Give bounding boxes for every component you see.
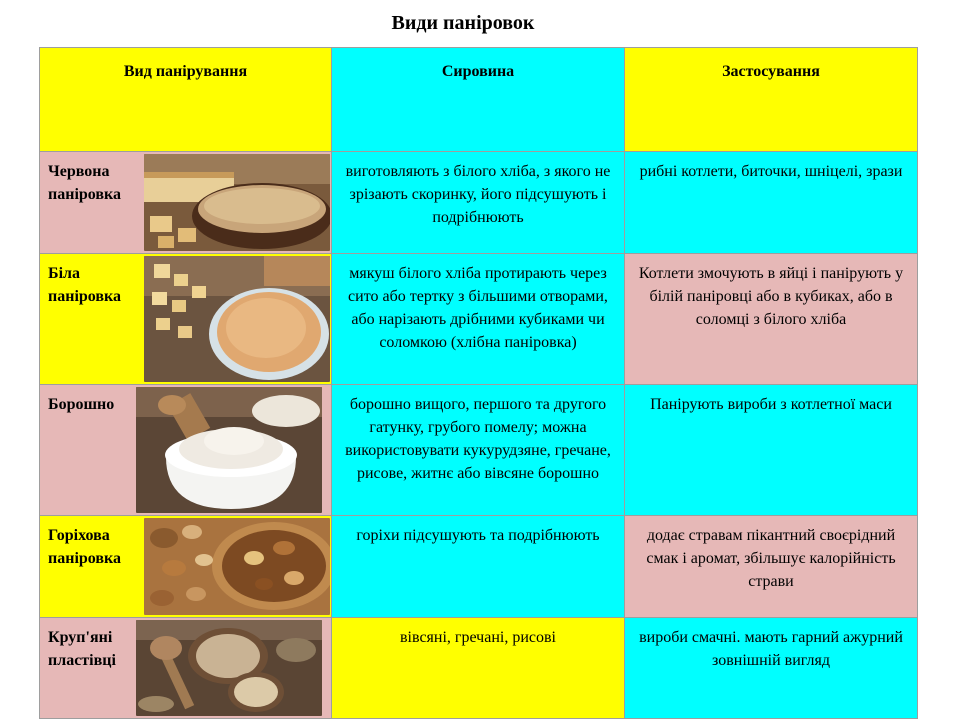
raw-text: виготовляють з білого хліба, з якого не зрізають скоринку, його підсушують і подрібнюють xyxy=(345,163,611,226)
page-title: Види паніровок xyxy=(391,12,535,34)
type-cell xyxy=(40,618,332,719)
raw-text: мякуш білого хліба протирають через сито або тертку з більшими отворами, або нарізають дрібними кубиками чи соломкою (хлібна паніровка) xyxy=(348,265,608,351)
raw-cell xyxy=(332,385,625,516)
type-name: Біла паніровка xyxy=(48,265,121,305)
table-header-row xyxy=(40,48,918,152)
table-row xyxy=(40,516,918,618)
raw-cell xyxy=(332,254,625,385)
usage-text: Панірують вироби з котлетної маси xyxy=(650,396,892,413)
usage-cell xyxy=(625,152,918,254)
type-cell xyxy=(40,152,332,254)
usage-text: Котлети змочують в яйці і панірують у білій паніровці або в кубиках, або в соломці з білого хліба xyxy=(638,265,904,328)
header-usage-label: Застосування xyxy=(722,63,820,80)
red-breadcrumbs-image xyxy=(144,154,330,251)
breading-types-table xyxy=(39,47,918,719)
usage-cell xyxy=(625,385,918,516)
raw-cell xyxy=(332,516,625,618)
header-type xyxy=(40,48,332,152)
usage-text: додає стравам пікантний своєрідний смак і аромат, збільшує калорійність страви xyxy=(646,527,896,590)
raw-text: горіхи підсушують та подрібнюють xyxy=(356,527,600,544)
type-name: Борошно xyxy=(48,396,115,413)
type-cell xyxy=(40,254,332,385)
raw-text: борошно вищого, першого та другого гатунку, грубого помелу; можна використовувати кукурудзяне, гречане, рисове, житнє або вівсяне борошно xyxy=(345,396,611,482)
usage-cell xyxy=(625,516,918,618)
usage-cell xyxy=(625,618,918,719)
usage-text: рибні котлети, биточки, шніцелі, зрази xyxy=(639,163,903,180)
type-name: Червона паніровка xyxy=(48,163,121,203)
header-type-label: Вид панірування xyxy=(123,63,248,80)
header-usage xyxy=(625,48,918,152)
header-raw-label: Сировина xyxy=(441,63,515,80)
type-cell xyxy=(40,385,332,516)
raw-text: вівсяні, гречані, рисові xyxy=(399,629,556,646)
nuts-image xyxy=(144,518,330,615)
white-breadcrumbs-image xyxy=(144,256,330,382)
type-cell xyxy=(40,516,332,618)
type-name: Горіхова паніровка xyxy=(48,527,121,567)
raw-cell xyxy=(332,618,625,719)
header-raw xyxy=(332,48,625,152)
flour-image xyxy=(136,387,322,513)
table-row xyxy=(40,385,918,516)
usage-text: вироби смачні. мають гарний ажурний зовнішній вигляд xyxy=(639,629,903,669)
table-row xyxy=(40,254,918,385)
table-row xyxy=(40,618,918,719)
raw-cell xyxy=(332,152,625,254)
usage-cell xyxy=(625,254,918,385)
cereal-flakes-image xyxy=(136,620,322,716)
table-row xyxy=(40,152,918,254)
type-name: Круп'яні пластівці xyxy=(48,629,116,669)
